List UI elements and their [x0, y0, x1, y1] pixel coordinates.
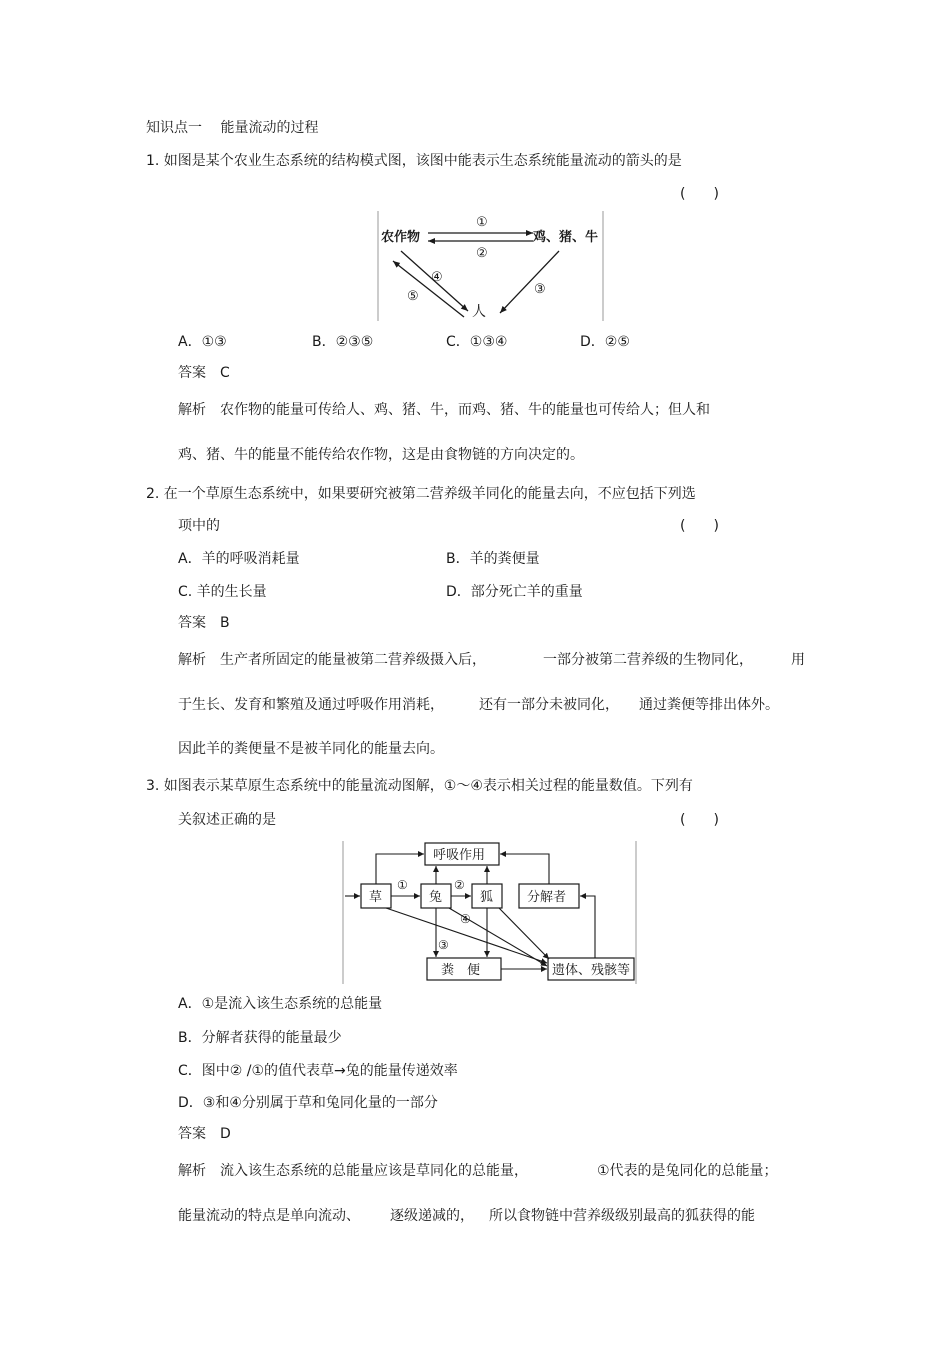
- q1-answer-paren: ( ): [680, 186, 719, 202]
- q3-option-c: C．图中② /①的值代表草→兔的能量传递效率: [178, 1063, 458, 1079]
- q3-answer-paren: ( ): [680, 812, 719, 828]
- arrow-fox-to-remains: [499, 908, 549, 959]
- arrow-4-label: ④: [431, 270, 443, 285]
- label-grass: 草: [369, 890, 383, 905]
- q1-analysis-line1: 解析 农作物的能量可传给人、鸡、猪、牛，而鸡、猪、牛的能量也可传给人；但人和: [178, 402, 710, 418]
- arrow-2-label: ②: [476, 246, 488, 261]
- q3-option-a: A．①是流入该生态系统的总能量: [178, 996, 383, 1012]
- q1-option-d: D．②⑤: [580, 334, 630, 350]
- q2-answer-paren: ( ): [680, 518, 719, 534]
- label-decomposer: 分解者: [527, 890, 567, 905]
- q1-option-a: A．①③: [178, 334, 227, 350]
- label-1: ①: [397, 878, 408, 892]
- q3-option-b: B．分解者获得的能量最少: [178, 1030, 342, 1046]
- q1-analysis-line2: 鸡、猪、牛的能量不能传给农作物，这是由食物链的方向决定的。: [178, 447, 584, 463]
- label-fox: 狐: [480, 890, 494, 905]
- q2-analysis-line1-c: 用: [791, 652, 805, 668]
- q3-analysis-line2-b: 逐级递减的，: [390, 1208, 474, 1224]
- q2-answer: 答案 B: [178, 615, 230, 631]
- q2-analysis-line1-b: 一部分被第二营养级的生物同化，: [543, 652, 753, 668]
- q2-analysis-line2-c: 通过粪便等排出体外。: [639, 697, 779, 713]
- q3-option-d: D．③和④分别属于草和兔同化量的一部分: [178, 1095, 438, 1111]
- arrow-remains-to-decomposer: [580, 896, 595, 958]
- q3-analysis-line1-a: 解析 流入该生态系统的总能量应该是草同化的总能量，: [178, 1163, 528, 1179]
- q3-analysis-line2-a: 能量流动的特点是单向流动、: [178, 1208, 360, 1224]
- node-human: 人: [472, 304, 486, 320]
- arrow-5-label: ⑤: [407, 289, 419, 304]
- label-remains: 遗体、残骸等: [552, 963, 631, 978]
- q2-option-c: C. 羊的生长量: [178, 584, 267, 600]
- label-respiration: 呼吸作用: [433, 848, 486, 863]
- section-title: 知识点一 能量流动的过程: [146, 120, 319, 136]
- label-3: ③: [438, 938, 449, 952]
- q2-option-d: D．部分死亡羊的重量: [446, 584, 583, 600]
- arrow-3-label: ③: [534, 282, 546, 297]
- label-4: ④: [460, 912, 471, 926]
- q2-option-a: A．羊的呼吸消耗量: [178, 551, 300, 567]
- q3-diagram: [341, 839, 639, 987]
- label-feces: 粪 便: [441, 963, 481, 978]
- arrow-3-livestock-to-human: [500, 251, 559, 313]
- q3-analysis-line2-c: 所以食物链中营养级级别最高的狐获得的能: [489, 1208, 755, 1224]
- q2-analysis-line1-a: 解析 生产者所固定的能量被第二营养级摄入后，: [178, 652, 486, 668]
- arrow-decomposer-to-respiration: [500, 854, 549, 884]
- q2-stem-line2: 项中的: [178, 518, 220, 534]
- q2-analysis-line2-b: 还有一部分未被同化，: [479, 697, 619, 713]
- q1-option-b: B．②③⑤: [312, 334, 374, 350]
- q1-option-c: C．①③④: [446, 334, 508, 350]
- arrow-1-label: ①: [476, 215, 488, 230]
- q3-analysis-line1-b: ①代表的是兔同化的总能量；: [597, 1163, 778, 1179]
- q1-diagram: [376, 209, 608, 325]
- label-rabbit: 兔: [429, 890, 443, 905]
- q3-stem-line2: 关叙述正确的是: [178, 812, 276, 828]
- q1-stem: 1. 如图是某个农业生态系统的结构模式图，该图中能表示生态系统能量流动的箭头的是: [146, 153, 682, 169]
- label-2: ②: [454, 878, 465, 892]
- q1-answer: 答案 C: [178, 365, 230, 381]
- q2-option-b: B．羊的粪便量: [446, 551, 540, 567]
- q3-answer: 答案 D: [178, 1126, 231, 1142]
- q2-stem-line1: 2. 在一个草原生态系统中，如果要研究被第二营养级羊同化的能量去向，不应包括下列选: [146, 486, 696, 502]
- q2-analysis-line3: 因此羊的粪便量不是被羊同化的能量去向。: [178, 741, 444, 757]
- node-livestock: 鸡、猪、牛: [533, 230, 599, 245]
- arrow-5-human-to-crops: [393, 261, 464, 317]
- q3-stem-line1: 3. 如图表示某草原生态系统中的能量流动图解，①～④表示相关过程的能量数值。下列有: [146, 778, 693, 794]
- q2-analysis-line2-a: 于生长、发育和繁殖及通过呼吸作用消耗，: [178, 697, 444, 713]
- node-crops: 农作物: [381, 230, 421, 245]
